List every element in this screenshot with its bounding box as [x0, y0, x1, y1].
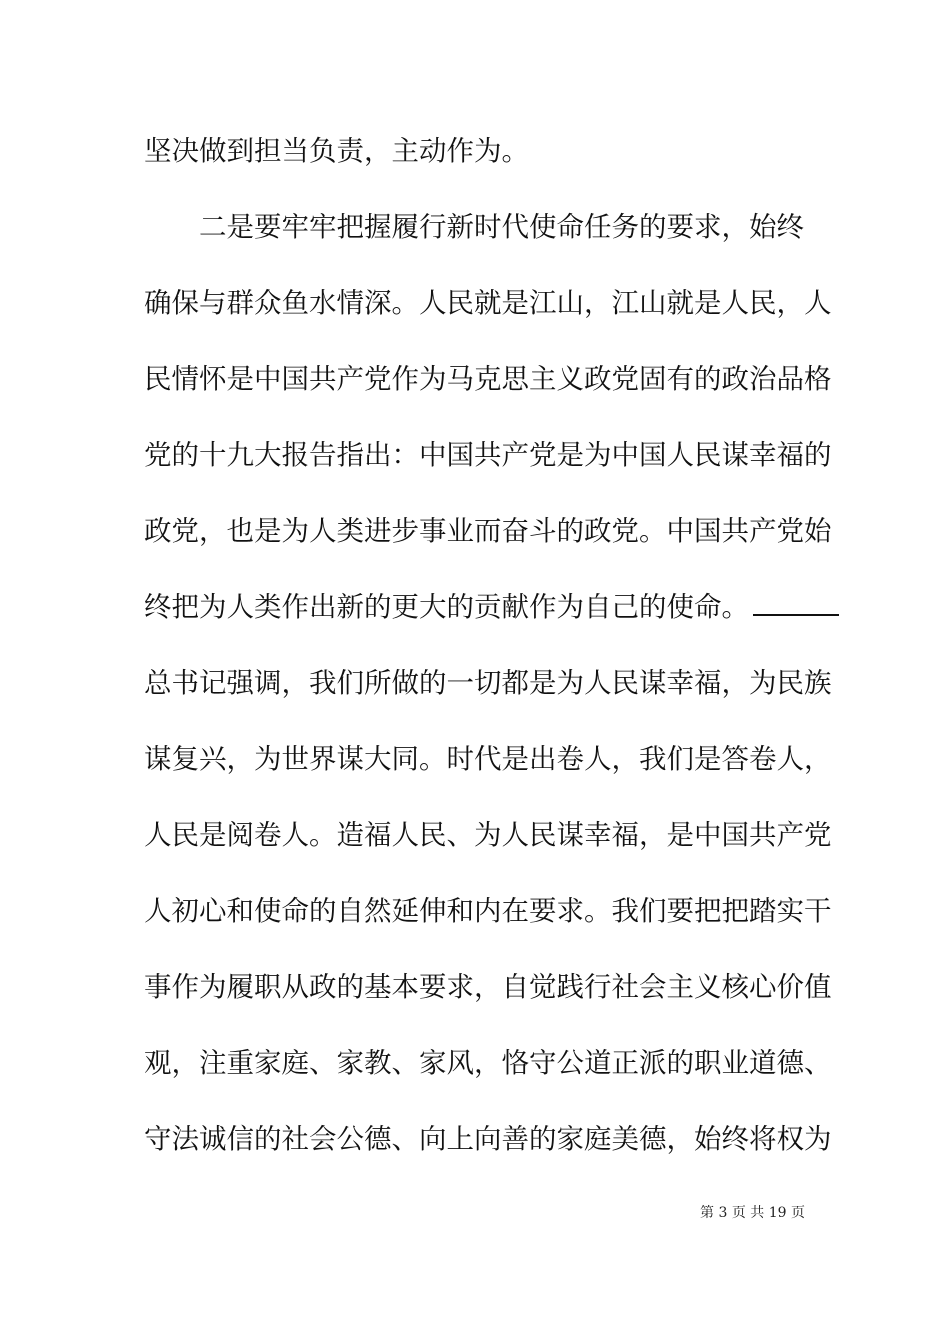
line-text: 总书记强调，我们所做的一切都是为人民谋幸福，为民族	[144, 667, 832, 699]
text-line	[144, 962, 832, 1038]
text-line	[144, 734, 832, 810]
text-line	[144, 126, 814, 202]
line-text: 坚决做到担当负责，主动作为。	[144, 135, 529, 167]
redacted-blank	[753, 592, 839, 616]
text-line	[144, 886, 832, 962]
text-line	[144, 1038, 832, 1114]
text-line	[144, 202, 814, 278]
text-line	[144, 1114, 832, 1190]
line-text: 人民是阅卷人。造福人民、为人民谋幸福，是中国共产党	[144, 819, 832, 851]
line-text: 党的十九大报告指出：中国共产党是为中国人民谋幸福的	[144, 439, 832, 471]
line-text: 二是要牢牢把握履行新时代使命任务的要求，始终	[144, 211, 804, 243]
line-text: 观，注重家庭、家教、家风，恪守公道正派的职业道德、	[144, 1047, 832, 1079]
line-text: 终把为人类作出新的更大的贡献作为自己的使命。	[144, 591, 749, 623]
text-line	[144, 582, 814, 658]
line-text: 人初心和使命的自然延伸和内在要求。我们要把把踏实干	[144, 895, 832, 927]
line-text: 事作为履职从政的基本要求，自觉践行社会主义核心价值	[144, 971, 832, 1003]
body-text	[144, 126, 832, 1190]
line-text: 民情怀是中国共产党作为马克思主义政党固有的政治品格	[144, 363, 832, 395]
text-line	[144, 430, 832, 506]
text-line	[144, 278, 832, 354]
line-text: 谋复兴，为世界谋大同。时代是出卷人，我们是答卷人，	[144, 743, 832, 775]
text-line	[144, 810, 832, 886]
page-number-footer: 第 3 页 共 19 页	[700, 1205, 805, 1221]
text-line	[144, 354, 832, 430]
line-text: 守法诚信的社会公德、向上向善的家庭美德，始终将权为	[144, 1123, 832, 1155]
text-line	[144, 658, 832, 734]
text-line	[144, 506, 832, 582]
line-text: 确保与群众鱼水情深。人民就是江山，江山就是人民，人	[144, 287, 832, 319]
line-text: 政党，也是为人类进步事业而奋斗的政党。中国共产党始	[144, 515, 832, 547]
